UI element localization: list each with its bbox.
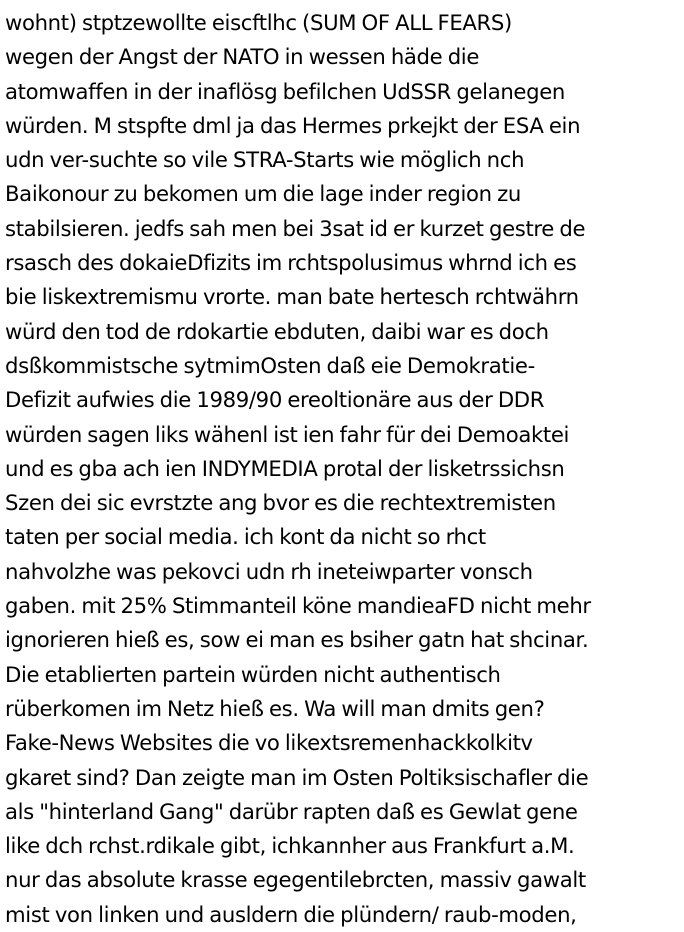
text-line: Fake-News Websites die vo likextsremenhackkolkitv bbox=[5, 730, 533, 756]
text-line: taten per social media. ich kont da nicht so rhct bbox=[5, 524, 486, 550]
text-body bbox=[5, 6, 681, 932]
text-line: mist von linken und ausldern die plündern/ raub-moden, bbox=[5, 901, 577, 927]
text-line: rsasch des dokaieDfizits im rchtspolusimus whrnd ich es bbox=[5, 250, 577, 276]
text-line: und es gba ach ien INDYMEDIA protal der lisketrssichsn bbox=[5, 455, 565, 481]
text-line: ignorieren hieß es, sow ei man es bsiher gatn hat shcinar. bbox=[5, 627, 589, 653]
text-line: würd den tod de rdokartie ebduten, daibi war es doch bbox=[5, 318, 549, 344]
text-line: Die etablierten partein würden nicht authentisch bbox=[5, 661, 501, 687]
text-line: würden sagen liks wähenl ist ien fahr für dei Demoaktei bbox=[5, 421, 570, 447]
text-line: bie liskextremismu vrorte. man bate hertesch rchtwährn bbox=[5, 284, 579, 310]
text-line: wegen der Angst der NATO in wessen häde die bbox=[5, 44, 480, 70]
text-line: gkaret sind? Dan zeigte man im Osten Poltiksischafler die bbox=[5, 764, 589, 790]
text-line: stabilsieren. jedfs sah men bei 3sat id er kurzet gestre de bbox=[5, 215, 586, 241]
text-line: wohnt) stptzewollte eiscftlhc (SUM OF ALL FEARS) bbox=[5, 10, 512, 35]
text-line: dsßkommistsche sytmimOsten daß eie Demokratie- bbox=[5, 352, 535, 378]
text-line: udn ver-suchte so vile STRA-Starts wie möglich nch bbox=[5, 147, 525, 173]
text-line: like dch rchst.rdikale gibt, ichkannher aus Frankfurt a.M. bbox=[5, 833, 575, 859]
text-line: würden. M stspfte dml ja das Hermes prkejkt der ESA ein bbox=[5, 112, 581, 138]
text-line: Baikonour zu bekomen um die lage inder region zu bbox=[5, 181, 521, 207]
text-line: gaben. mit 25% Stimmanteil köne mandieaFD nicht mehr bbox=[5, 593, 591, 619]
text-line: rüberkomen im Netz hieß es. Wa will man dmits gen? bbox=[5, 695, 545, 721]
text-line: Szen dei sic evrstzte ang bvor es die rechtextremisten bbox=[5, 490, 556, 516]
text-line: Defizit aufwies die 1989/90 ereoltionäre aus der DDR bbox=[5, 387, 545, 413]
text-line: atomwaffen in der inaflösg befilchen UdSSR gelanegen bbox=[5, 78, 565, 104]
text-line: nahvolzhe was pekovci udn rh ineteiwparter vonsch bbox=[5, 558, 533, 584]
text-line: als "hinterland Gang" darübr rapten daß es Gewlat gene bbox=[5, 798, 578, 824]
text-line: nur das absolute krasse egegentilebrcten, massiv gawalt bbox=[5, 867, 586, 893]
